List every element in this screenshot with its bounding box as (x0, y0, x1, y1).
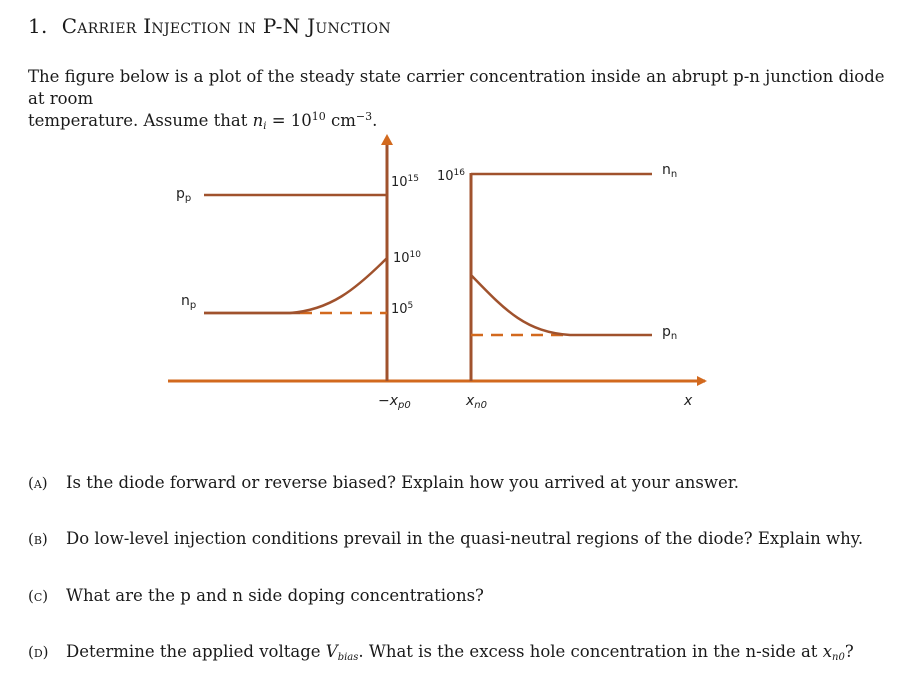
pp-label: $p_p$ (176, 186, 192, 204)
ni-subscript: i (263, 121, 267, 132)
question-d (28, 642, 854, 661)
value-label-1e15: $10^{15}$ (391, 174, 419, 190)
pn-injection-curve (471, 275, 652, 335)
nn-label: $n_n$ (662, 162, 678, 180)
question-a-text: Is the diode forward or reverse biased? Explain how you arrived at your answer. (66, 473, 740, 492)
question-a (28, 473, 739, 492)
question-b-label: (b) (28, 530, 48, 548)
question-d-text-mid: . What is the excess hole concentration in the n-side at (358, 642, 823, 661)
intro-line-2-text: temperature. Assume that (28, 111, 253, 130)
ni-symbol: n (252, 111, 264, 130)
value-label-1e5: $10^5$ (391, 301, 414, 317)
x-axis-label: x (684, 393, 693, 409)
question-d-text-end: ? (844, 642, 854, 661)
intro-end: . (372, 111, 378, 130)
intro-line-1: The figure below is a plot of the steady state carrier concentration inside an abrupt p-n junction diode at room (28, 67, 885, 108)
xn0-label: $x_{n0}$ (466, 393, 487, 411)
problem-title: Carrier Injection in P-N Junction (61, 14, 391, 38)
pn-label: $p_n$ (662, 324, 678, 342)
vbias-symbol: V (325, 642, 338, 661)
xp0-boundary-arrowhead (381, 134, 393, 145)
problem-number: 1. (28, 14, 48, 38)
question-a-label: (a) (28, 474, 48, 492)
question-d-text-prefix: Determine the applied voltage (66, 642, 326, 661)
question-c-label: (c) (28, 587, 49, 605)
question-b (28, 529, 863, 548)
ni-unit: cm (325, 111, 356, 130)
vbias-subscript: bias (337, 652, 359, 663)
xn0-symbol: x (822, 642, 832, 661)
question-d-label: (d) (28, 643, 49, 661)
np-label: $n_p$ (181, 293, 197, 311)
question-c-text: What are the p and n side doping concentrations? (66, 586, 484, 605)
xp0-label: $-x_{p0}$ (378, 393, 411, 411)
np-injection-curve (204, 258, 387, 313)
question-c (28, 586, 484, 605)
ni-unit-exponent: −3 (355, 110, 373, 123)
value-label-1e16: $10^{16}$ (437, 168, 465, 184)
ni-exponent: 10 (311, 110, 326, 123)
question-b-text: Do low-level injection conditions prevail in the quasi-neutral regions of the diode? Explain why. (66, 529, 864, 548)
ni-equals: = 10 (266, 111, 312, 130)
value-label-1e10: $10^{10}$ (393, 250, 421, 266)
xn0-subscript: n0 (832, 652, 845, 663)
